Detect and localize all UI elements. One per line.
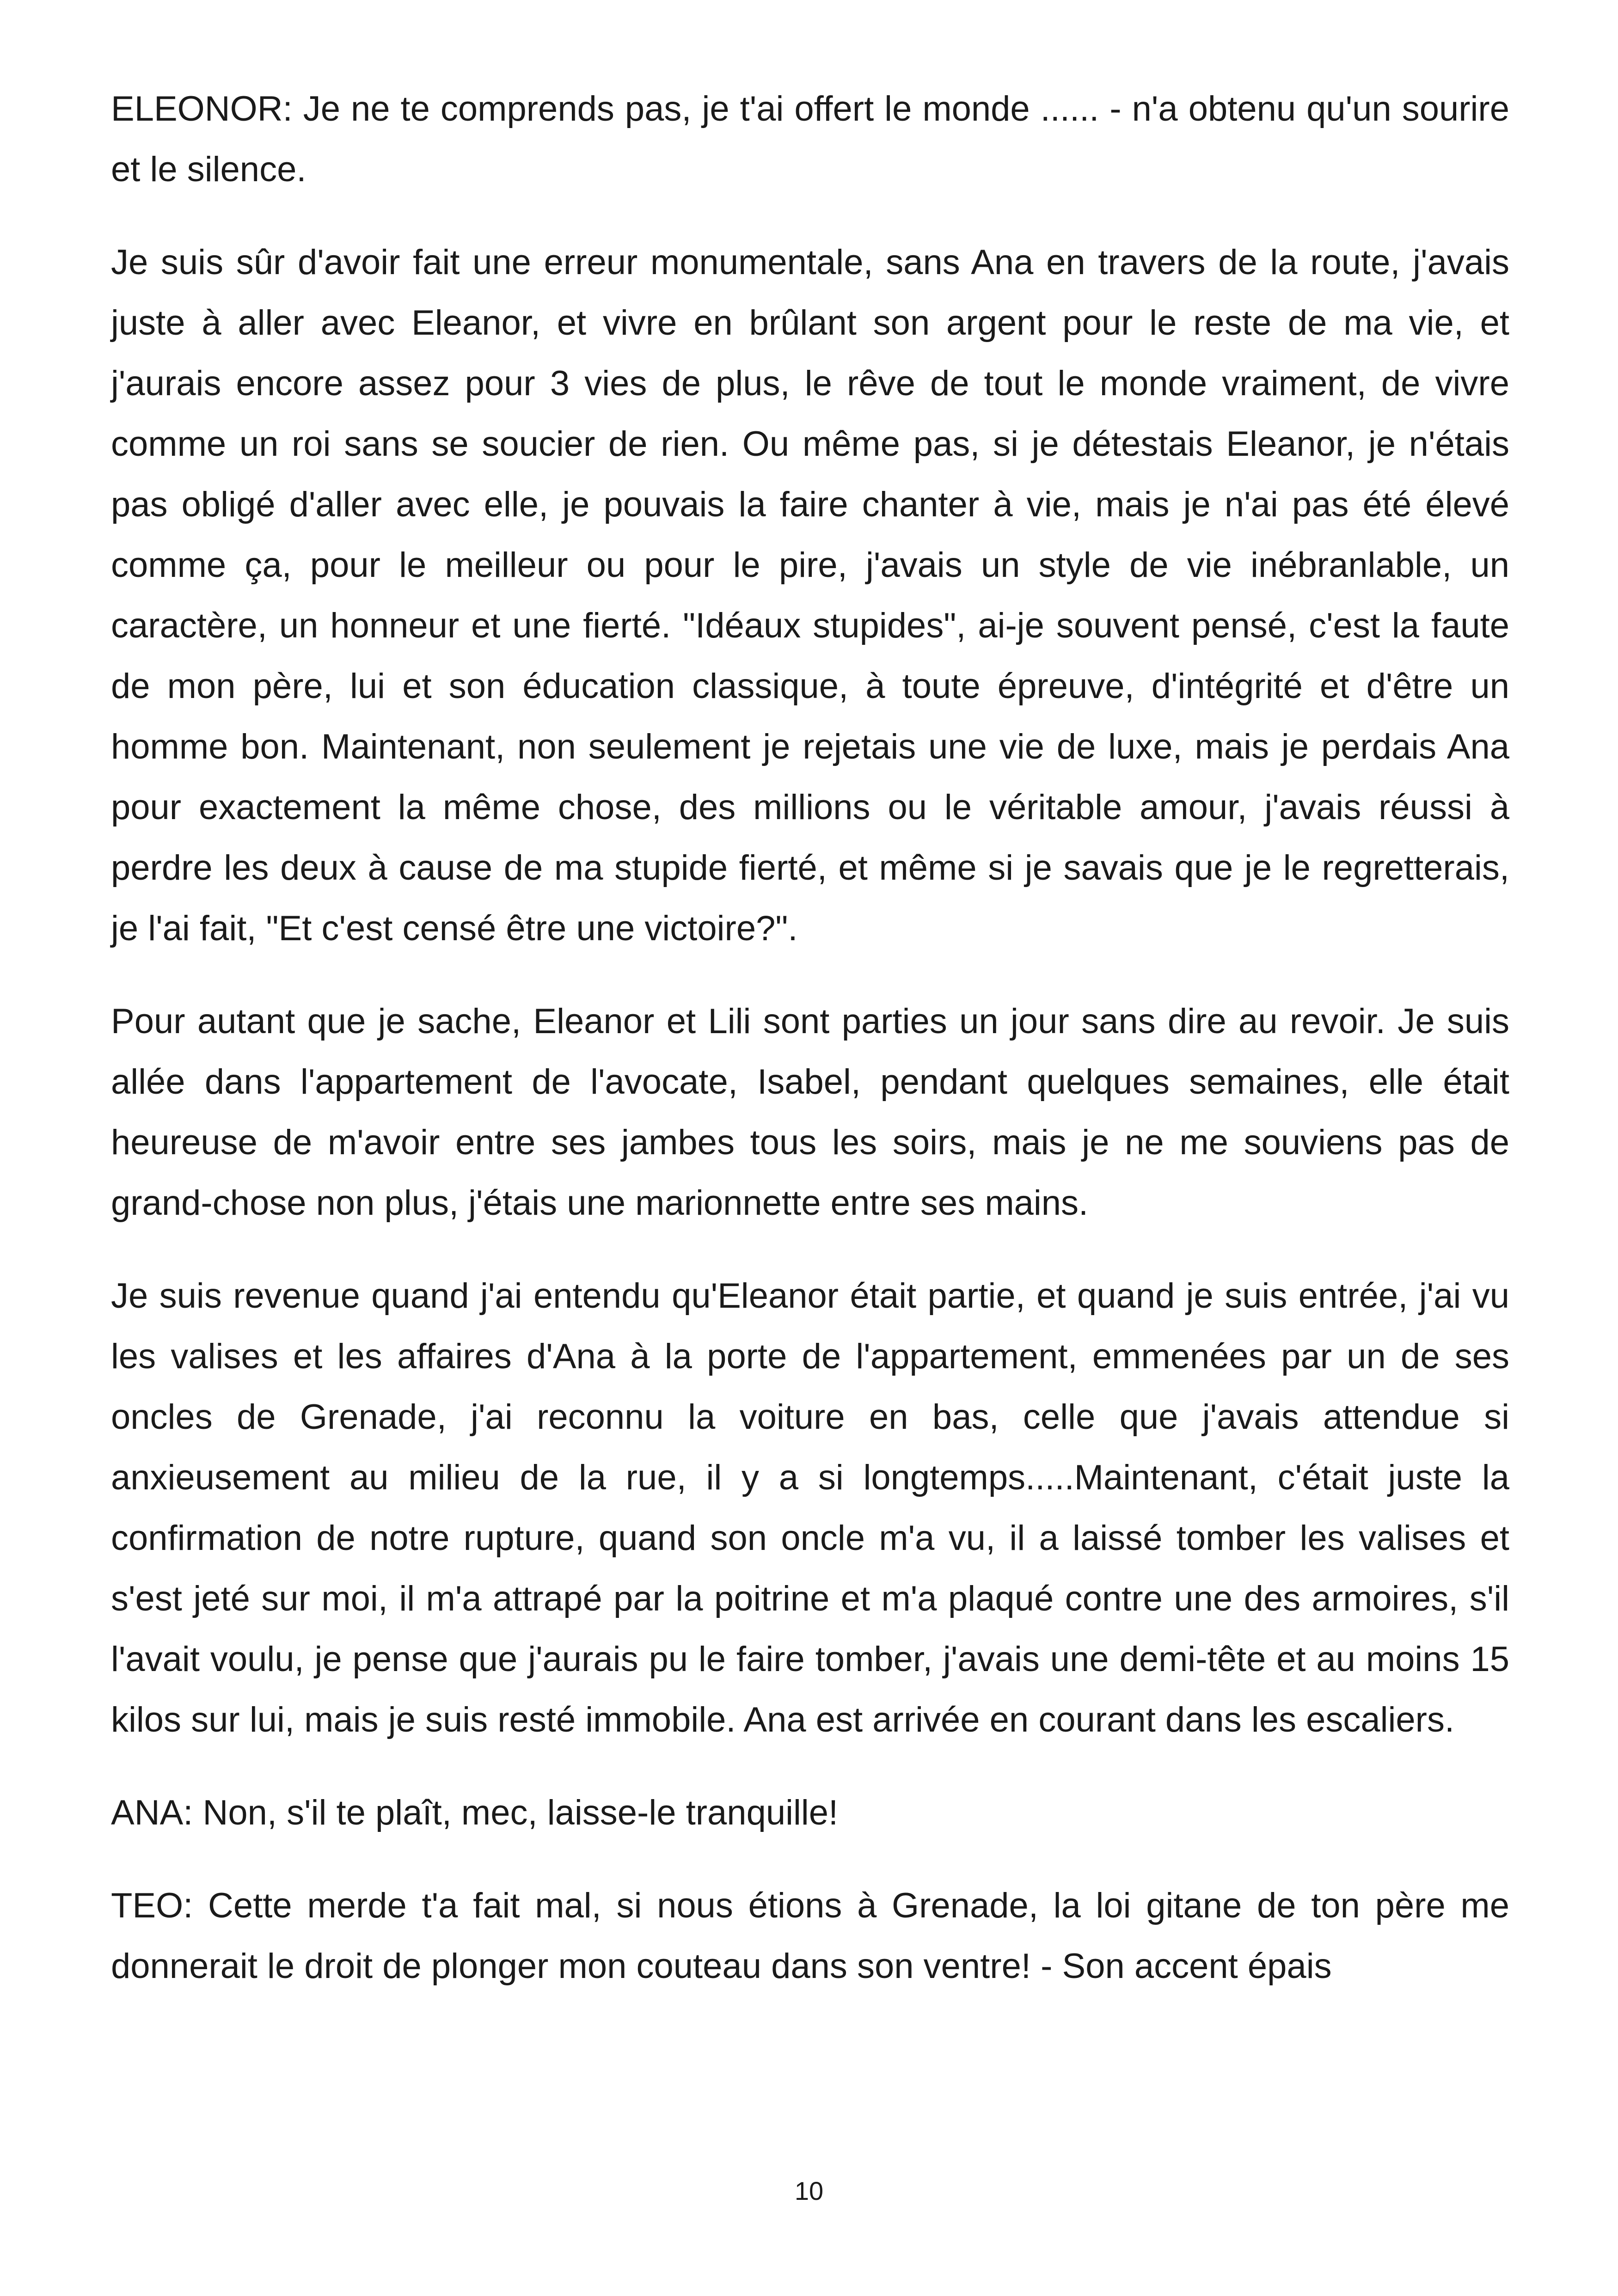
paragraph-eleanor-lili-left: Pour autant que je sache, Eleanor et Lili sont parties un jour sans dire au revoir. Je suis allée dans l'appartement de l'avocate, Isabel, pendant quelques semaines, elle était heureuse de m'avoir entre ses jambes tous les soirs, mais je ne me souviens pas de grand-chose non plus, j'étais une marionnette entre ses mains. — [111, 1002, 1509, 1223]
paragraph-return-apartment: Je suis revenue quand j'ai entendu qu'Eleanor était partie, et quand je suis entrée, j'ai vu les valises et les affaires d'Ana à la porte de l'appartement, emmenées par un de ses oncles de Grenade, j'ai reconnu la voiture en bas, celle que j'avais attendue si anxieusement au milieu de la rue, il y a si longtemps.....Maintenant, c'était juste la confirmation de notre rupture, quand son oncle m'a vu, il a laissé tomber les valises et s'est jeté sur moi, il m'a attrapé par la poitrine et m'a plaqué contre une des armoires, s'il l'avait voulu, je pense que j'aurais pu le faire tomber, j'avais une demi-tête et au moins 15 kilos sur lui, mais je suis resté immobile. Ana est arrivée en courant dans les escaliers. — [111, 1276, 1509, 1739]
page-number: 10 — [794, 2176, 824, 2205]
paragraph-eleonor-line: ELEONOR: Je ne te comprends pas, je t'ai offert le monde ...... - n'a obtenu qu'un sourire et le silence. — [111, 89, 1509, 189]
paragraph-teo-dialogue: TEO: Cette merde t'a fait mal, si nous étions à Grenade, la loi gitane de ton père me donnerait le droit de plonger mon couteau dans son ventre! - Son accent épais — [111, 1886, 1509, 1986]
paragraph-monumental-error: Je suis sûr d'avoir fait une erreur monumentale, sans Ana en travers de la route, j'avais juste à aller avec Eleanor, et vivre en brûlant son argent pour le reste de ma vie, et j'aurais encore assez pour 3 vies de plus, le rêve de tout le monde vraiment, de vivre comme un roi sans se soucier de rien. Ou même pas, si je détestais Eleanor, je n'étais pas obligé d'aller avec elle, je pouvais la faire chanter à vie, mais je n'ai pas été élevé comme ça, pour le meilleur ou pour le pire, j'avais un style de vie inébranlable, un caractère, un honneur et une fierté. "Idéaux stupides", ai-je souvent pensé, c'est la faute de mon père, lui et son éducation classique, à toute épreuve, d'intégrité et d'être un homme bon. Maintenant, non seulement je rejetais une vie de luxe, mais je perdais Ana pour exactement la même chose, des millions ou le véritable amour, j'avais réussi à perdre les deux à cause de ma stupide fierté, et même si je savais que je le regretterais, je l'ai fait, "Et c'est censé être une victoire?". — [111, 243, 1509, 948]
paragraph-ana-dialogue: ANA: Non, s'il te plaît, mec, laisse-le tranquille! — [111, 1793, 839, 1832]
body-text — [111, 79, 1509, 1996]
